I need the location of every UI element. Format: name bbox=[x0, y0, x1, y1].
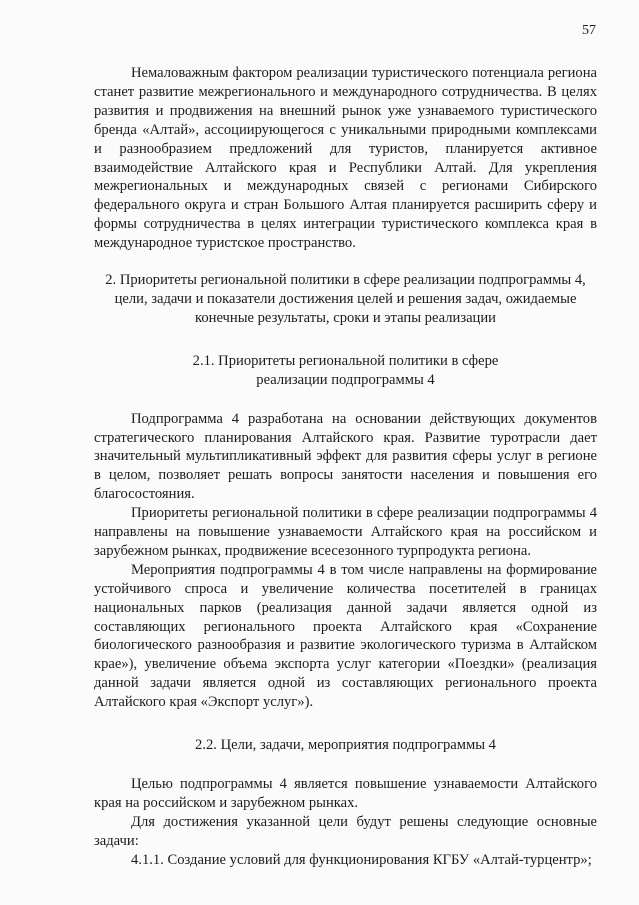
section-2-1-heading-line1: 2.1. Приоритеты региональной политики в сфере bbox=[192, 352, 499, 369]
page-number: 57 bbox=[582, 23, 596, 38]
section-2-1-heading-line2: реализации подпрограммы 4 bbox=[256, 371, 435, 388]
intro-paragraph: Немаловажным фактором реализации туристического потенциала региона станет развитие межрегионального и международного сотрудничества. В целях развития и продвижения на внешний рынок уже узнаваемого туристического бренда «Алтай», ассоциирующегося с уникальными природными комплексами и разнообразием предложений для туристов, планируется активное взаимодействие Алтайского края и Республики Алтай. Для укрепления межрегиональных и международных связей с регионами Сибирского федерального округа и стран Большого Алтая планируется расширить сферу и формы сотрудничества в целях интеграции туристического комплекса края в международное туристское пространство. bbox=[94, 65, 597, 252]
section-2-2-paragraph: Для достижения указанной цели будут решены следующие основные задачи: bbox=[94, 813, 597, 849]
page-content bbox=[94, 64, 597, 870]
section-2-2-heading: 2.2. Цели, задачи, мероприятия подпрограммы 4 bbox=[195, 737, 496, 754]
section-2-heading: 2. Приоритеты региональной политики в сфере реализации подпрограммы 4, цели, задачи и показатели достижения целей и решения задач, ожидаемые конечные результаты, сроки и этапы реализации bbox=[105, 272, 586, 326]
section-2-2-paragraph: Целью подпрограммы 4 является повышение узнаваемости Алтайского края на российском и зарубежном рынках. bbox=[94, 776, 597, 811]
section-2-1-paragraph: Приоритеты региональной политики в сфере реализации подпрограммы 4 направлены на повышение узнаваемости Алтайского края на российском и зарубежном рынках, продвижение всесезонного турпродукта региона. bbox=[94, 505, 597, 559]
section-2-1-paragraph: Мероприятия подпрограммы 4 в том числе направлены на формирование устойчивого спроса и увеличение количества посетителей в границах национальных парков (реализация данной задачи является одной из составляющих регионального проекта Алтайского края «Сохранение биологического разнообразия и развитие экологического туризма в Алтайском крае»), увеличение объема экспорта услуг категории «Поездки» (реализация данной задачи является одной из составляющих регионального проекта Алтайского края «Экспорт услуг»). bbox=[94, 561, 597, 711]
task-item-4-1-1: 4.1.1. Создание условий для функционирования КГБУ «Алтай-турцентр»; bbox=[131, 851, 592, 868]
section-2-1-paragraph: Подпрограмма 4 разработана на основании действующих документов стратегического планирования Алтайского края. Развитие туротрасли дает значительный мультипликативный эффект для развития сферы услуг в регионе в целом, позволяет решать вопросы занятости населения и повышения его благосостояния. bbox=[94, 410, 597, 503]
